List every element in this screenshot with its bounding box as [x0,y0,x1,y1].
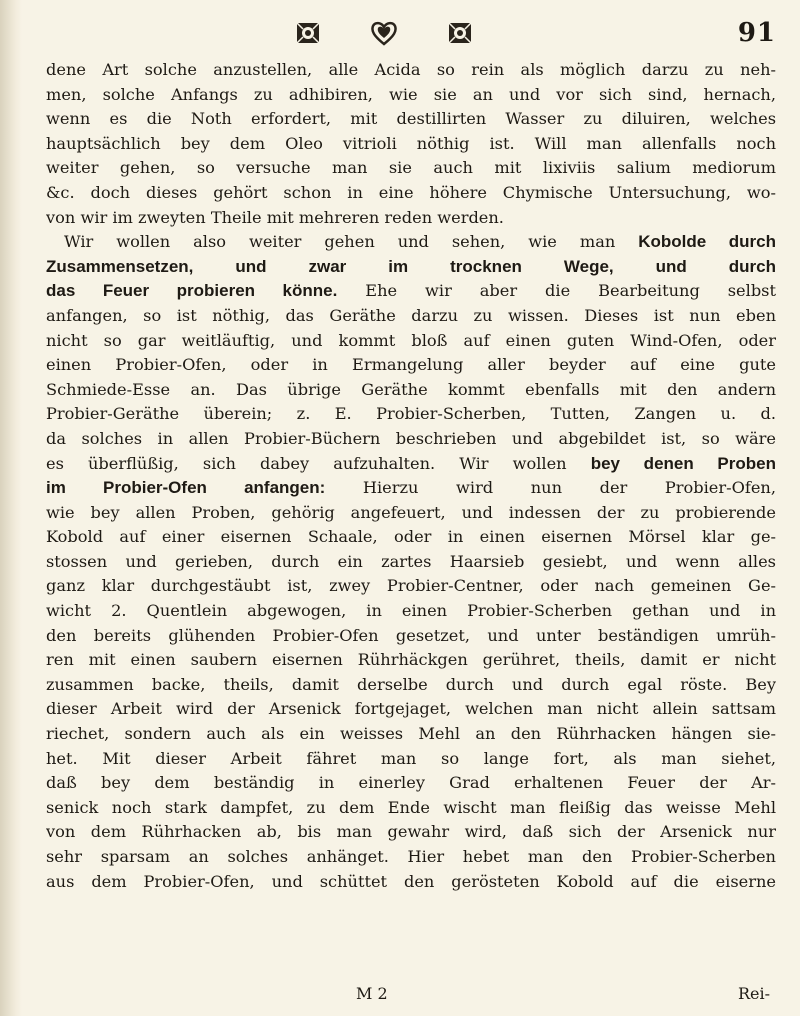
text-line [46,353,776,378]
text-line [46,132,776,157]
text-run: von wir im zweyten Theile mit mehreren reden werden. [46,207,504,227]
text-run: es überflüßig, sich dabey aufzuhalten. Wir wollen [46,453,591,473]
text-line [46,156,776,181]
text-run: dene Art solche anzustellen, alle Acida so rein als möglich darzu zu neh- [46,60,776,79]
text-line [46,525,776,550]
text-line [46,747,776,772]
text-run: men, solche Anfangs zu adhibiren, wie sie an und vor sich sind, hernach, [46,84,776,104]
text-run: wicht 2. Quentlein abgewogen, in einen Probier-Scherben gethan und in [46,601,776,621]
text-line [46,476,776,501]
heart-ornament-icon [370,20,398,46]
page-footer [0,984,800,1010]
text-line [46,255,776,280]
text-line [46,378,776,403]
page-header [0,18,800,54]
text-run: zusammen backe, theils, damit derselbe durch und durch egal röste. Bey [46,674,776,694]
text-line [46,329,776,354]
text-run: Probier-Geräthe überein; z. E. Probier-Scherben, Tutten, Zangen u. d. [46,404,776,424]
text-line [46,870,776,895]
text-line [46,107,776,132]
fleuron-left-icon [294,20,322,46]
text-run: het. Mit dieser Arbeit fähret man so lange fort, als man siehet, [46,748,776,768]
text-run: da solches in allen Probier-Büchern beschrieben und abgebildet ist, so wäre [46,428,776,448]
text-line [46,230,776,255]
text-line [46,427,776,452]
header-ornaments [294,20,474,46]
text-line [46,697,776,722]
text-line [46,624,776,649]
text-line [46,796,776,821]
text-line [46,673,776,698]
text-line [46,574,776,599]
text-line [46,83,776,108]
text-run: anfangen, so ist nöthig, das Geräthe darzu zu wissen. Dieses ist nun eben [46,305,776,325]
text-line [46,181,776,206]
text-run: Hierzu wird nun der Probier-Ofen, [325,478,776,498]
text-run: daß bey dem beständig in einerley Grad erhaltenen Feuer der Ar- [46,773,776,793]
text-run: stossen und gerieben, durch ein zartes Haarsieb gesiebt, und wenn alles [46,551,776,571]
text-run: ganz klar durchgestäubt ist, zwey Probier-Centner, oder nach gemeinen Ge- [46,576,776,596]
text-run: nicht so gar weitläuftig, und kommt bloß auf einen guten Wind-Ofen, oder [46,330,776,350]
text-run: senick noch stark dampfet, zu dem Ende wischt man fleißig das weisse Mehl [46,797,776,817]
text-line [46,279,776,304]
text-line [46,206,776,231]
page-number: 91 [737,18,776,48]
text-run: Schmiede-Esse an. Das übrige Geräthe kommt ebenfalls mit den andern [46,379,776,399]
text-line [46,820,776,845]
text-run: wie bey allen Proben, gehörig angefeuert, und indessen der zu probierende [46,502,776,522]
text-line [46,402,776,427]
text-run: &c. doch dieses gehört schon in eine höhere Chymische Untersuchung, wo- [46,182,776,202]
text-run: Kobold auf einer eisernen Schaale, oder in einen eisernen Mörsel klar ge- [46,527,776,547]
text-line [46,58,776,83]
text-run: dieser Arbeit wird der Arsenick fortgejaget, welchen man nicht allein sattsam [46,699,776,719]
emphasized-text: Kobolde durch [638,232,776,252]
text-run: Wir wollen also weiter gehen und sehen, wie man [64,232,639,252]
text-run: von dem Rührhacken ab, bis man gewahr wird, daß sich der Arsenick nur [46,822,776,842]
body-text [46,58,776,894]
emphasized-text: Zusammensetzen, und zwar im trocknen Wege, und durch [46,256,776,276]
text-run: aus dem Probier-Ofen, und schüttet den gerösteten Kobold auf die eiserne [46,871,776,891]
text-run: ren mit einen saubern eisernen Rührhäckgen gerühret, theils, damit er nicht [46,650,776,670]
fleuron-right-icon [446,20,474,46]
text-run: einen Probier-Ofen, oder in Ermangelung aller beyder auf eine gute [46,355,776,375]
text-run: hauptsächlich bey dem Oleo vitrioli nöthig ist. Will man allenfalls noch [46,133,776,153]
text-run: sehr sparsam an solches anhänget. Hier hebet man den Probier-Scherben [46,847,776,866]
text-line [46,304,776,329]
text-line [46,722,776,747]
emphasized-text: im Probier-Ofen anfangen: [46,478,326,498]
text-run: weiter gehen, so versuche man sie auch mit lixiviis salium mediorum [46,158,776,178]
text-line [46,452,776,477]
page-spine-shadow [0,0,22,1016]
text-line [46,845,776,870]
text-line [46,771,776,796]
text-run: wenn es die Noth erfordert, mit destillirten Wasser zu diluiren, welches [46,109,776,129]
text-run: den bereits glühenden Probier-Ofen gesetzet, und unter beständigen umrüh- [46,625,776,645]
text-line [46,501,776,526]
text-line [46,599,776,624]
text-run: Ehe wir aber die Bearbeitung selbst [337,281,776,301]
text-line [46,550,776,575]
catchword: Rei- [737,984,770,1003]
emphasized-text: bey denen Proben [590,453,776,473]
emphasized-text: das Feuer probieren könne. [46,281,338,301]
text-line [46,648,776,673]
signature-mark: M 2 [356,984,388,1003]
text-run: riechet, sondern auch als ein weisses Mehl an den Rührhacken hängen sie- [46,724,776,744]
